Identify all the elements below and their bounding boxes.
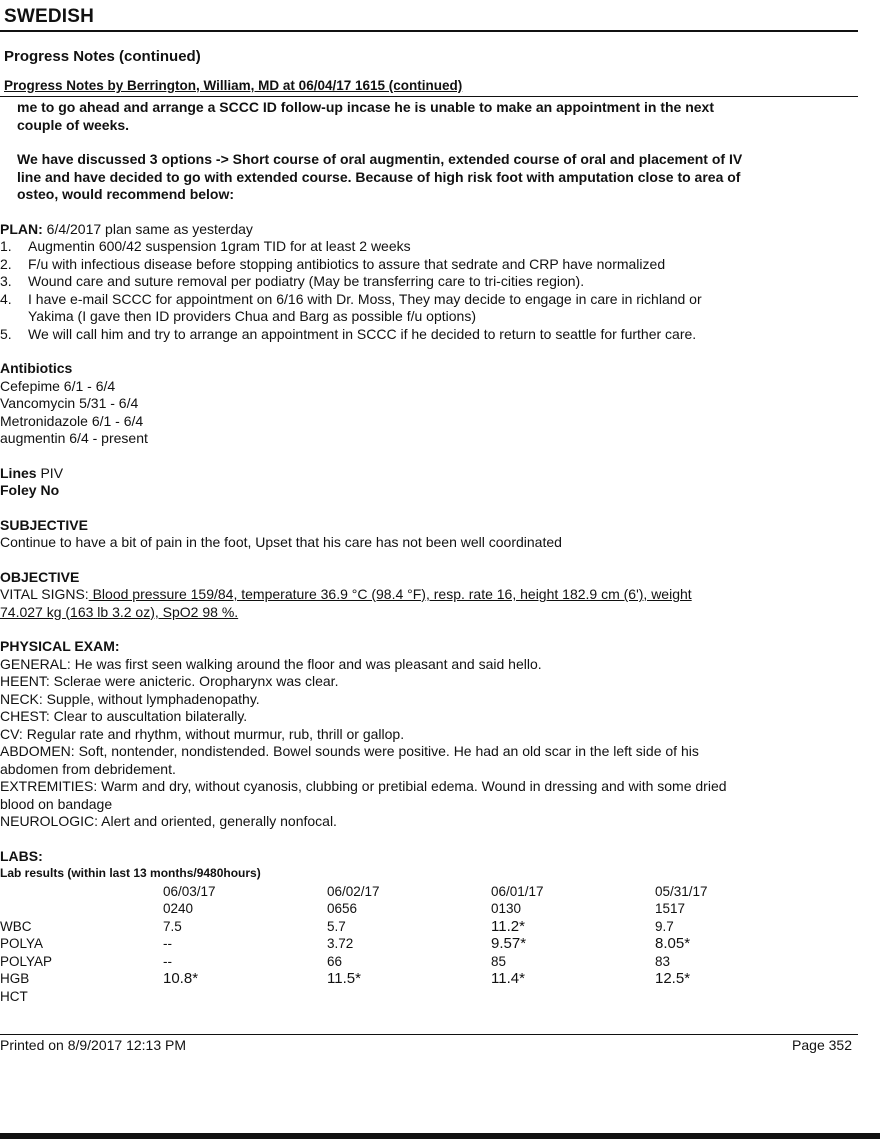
lab-value: 9.57*: [491, 935, 527, 952]
labs-subtitle: Lab results (within last 13 months/9480hours): [0, 866, 261, 880]
antibiotic-item: Vancomycin 5/31 - 6/4: [0, 395, 139, 411]
exam-line: EXTREMITIES: Warm and dry, without cyanosis, clubbing or pretibial edema. Wound in dressing and with some dried: [0, 778, 727, 794]
antibiotic-item: Cefepime 6/1 - 6/4: [0, 377, 116, 394]
exam-line: HEENT: Sclerae were anicteric. Oropharynx was clear.: [0, 673, 339, 689]
objective-title: OBJECTIVE: [0, 568, 80, 585]
lab-value: 66: [327, 953, 343, 969]
lab-time-row: [0, 900, 819, 918]
note-header-rule: [0, 96, 858, 97]
exam-line: blood on bandage: [0, 795, 113, 812]
section-title: Progress Notes (continued): [4, 48, 201, 65]
header-rule: [0, 30, 858, 32]
plan-item: 3. Wound care and suture removal per podiatry (May be transferring care to tri-cities region).: [0, 273, 585, 289]
lab-value: 85: [491, 953, 507, 969]
lab-date: 06/01/17: [491, 883, 544, 899]
plan-item: 2. F/u with infectious disease before stopping antibiotics to assure that sedrate and CRP have normalized: [0, 255, 666, 272]
lab-value: [163, 988, 327, 1006]
page-number: Page 352: [792, 1037, 852, 1053]
lab-value: 7.5: [163, 918, 182, 934]
lab-value: 5.7: [327, 918, 346, 934]
lab-value: [327, 988, 491, 1006]
exam-line: NECK: Supple, without lymphadenopathy.: [0, 690, 260, 707]
footer-rule: [0, 1034, 858, 1035]
lab-value: 9.7: [655, 918, 674, 934]
brand-name: SWEDISH: [4, 6, 95, 27]
antibiotics-title: Antibiotics: [0, 360, 73, 376]
exam-line: CV: Regular rate and rhythm, without murmur, rub, thrill or gallop.: [0, 725, 405, 742]
table-row: [0, 970, 819, 988]
lab-value: 83: [655, 953, 671, 969]
antibiotic-item: augmentin 6/4 - present: [0, 430, 148, 446]
options-line-1: We have discussed 3 options -> Short course of oral augmentin, extended course of oral and placement of IV: [17, 151, 743, 167]
options-line-2: line and have decided to go with extended course. Because of high risk foot with amputation close to area of: [17, 168, 741, 185]
exam-line: abdomen from debridement.: [0, 760, 176, 777]
plan-header: [0, 221, 847, 239]
vital-signs-line-2: 74.027 kg (163 lb 3.2 oz), SpO2 98 %.: [0, 603, 239, 620]
lab-value: 8.05*: [655, 935, 691, 952]
note-body: [0, 99, 847, 1005]
lab-value: --: [163, 953, 172, 969]
lab-time: 0240: [163, 901, 194, 916]
lab-value: 11.4*: [491, 970, 525, 987]
lab-time: 1517: [655, 901, 686, 916]
lines-entry: Lines PIV: [0, 464, 64, 481]
lab-time: 0656: [327, 901, 358, 916]
lab-value: --: [163, 936, 172, 951]
lab-value: 12.5*: [655, 970, 691, 987]
labs-title: LABS:: [0, 847, 43, 864]
lab-value: [655, 988, 819, 1006]
lab-value: 11.2*: [491, 917, 525, 935]
plan-list: [0, 238, 847, 343]
lab-time: 0130: [491, 901, 522, 916]
lab-date: 06/02/17: [327, 883, 380, 899]
plan-item: 1. Augmentin 600/42 suspension 1gram TID for at least 2 weeks: [0, 238, 411, 254]
table-row: [0, 918, 819, 936]
lab-name: WBC: [0, 918, 32, 934]
subjective-title: SUBJECTIVE: [0, 516, 88, 533]
exam-line: ABDOMEN: Soft, nontender, nondistended. Bowel sounds were positive. He had an old scar in the left side of his: [0, 743, 699, 759]
intro-line-2: couple of weeks.: [17, 116, 130, 133]
table-row: [0, 953, 819, 971]
lab-value: 10.8*: [163, 970, 199, 987]
note-author-header: Progress Notes by Berrington, William, MD at 06/04/17 1615 (continued): [4, 78, 463, 93]
plan-label: PLAN:: [0, 220, 43, 237]
foley-entry: Foley No: [0, 482, 60, 498]
plan-item: 4. I have e-mail SCCC for appointment on 6/16 with Dr. Moss, They may decide to engage in care in richland or Yakima (I gave then ID providers Chua and Barg as possible f/u options): [0, 290, 702, 324]
lab-date-row: [0, 883, 819, 901]
physical-exam-title: PHYSICAL EXAM:: [0, 638, 120, 654]
plan-item: 5. We will call him and try to arrange an appointment in SCCC if he decided to return to seattle for further care.: [0, 325, 697, 342]
table-row: [0, 988, 819, 1006]
lab-value: 3.72: [327, 936, 354, 951]
options-line-3: osteo, would recommend below:: [17, 186, 235, 202]
lab-name: HGB: [0, 971, 30, 986]
subjective-text: Continue to have a bit of pain in the foot, Upset that his care has not been well coordinated: [0, 534, 562, 550]
scan-edge-bar: [0, 1133, 880, 1139]
lab-value: 11.5*: [327, 970, 361, 987]
exam-line: CHEST: Clear to auscultation bilaterally.: [0, 708, 248, 724]
exam-line: GENERAL: He was first seen walking around the floor and was pleasant and said hello.: [0, 655, 542, 672]
lab-value: [491, 988, 655, 1006]
exam-line: NEUROLOGIC: Alert and oriented, generally nonfocal.: [0, 813, 337, 829]
vital-signs-line-1: VITAL SIGNS: Blood pressure 159/84, temperature 36.9 °C (98.4 °F), resp. rate 16, height 182.9 cm (6'), weight: [0, 586, 692, 602]
table-row: [0, 935, 819, 953]
plan-date-line: 6/4/2017 plan same as yesterday: [42, 220, 253, 237]
lab-results-table: [0, 883, 819, 1006]
lab-date: 06/03/17: [163, 883, 216, 899]
lab-date: 05/31/17: [655, 883, 708, 899]
antibiotic-item: Metronidazole 6/1 - 6/4: [0, 412, 144, 429]
lab-name: POLYAP: [0, 953, 53, 969]
lab-name: HCT: [0, 988, 28, 1004]
lab-name: POLYA: [0, 936, 44, 951]
printed-timestamp: Printed on 8/9/2017 12:13 PM: [0, 1037, 187, 1053]
intro-line-1: me to go ahead and arrange a SCCC ID follow-up incase he is unable to make an appointment in the next: [17, 99, 715, 115]
antibiotics-section: [0, 360, 847, 883]
